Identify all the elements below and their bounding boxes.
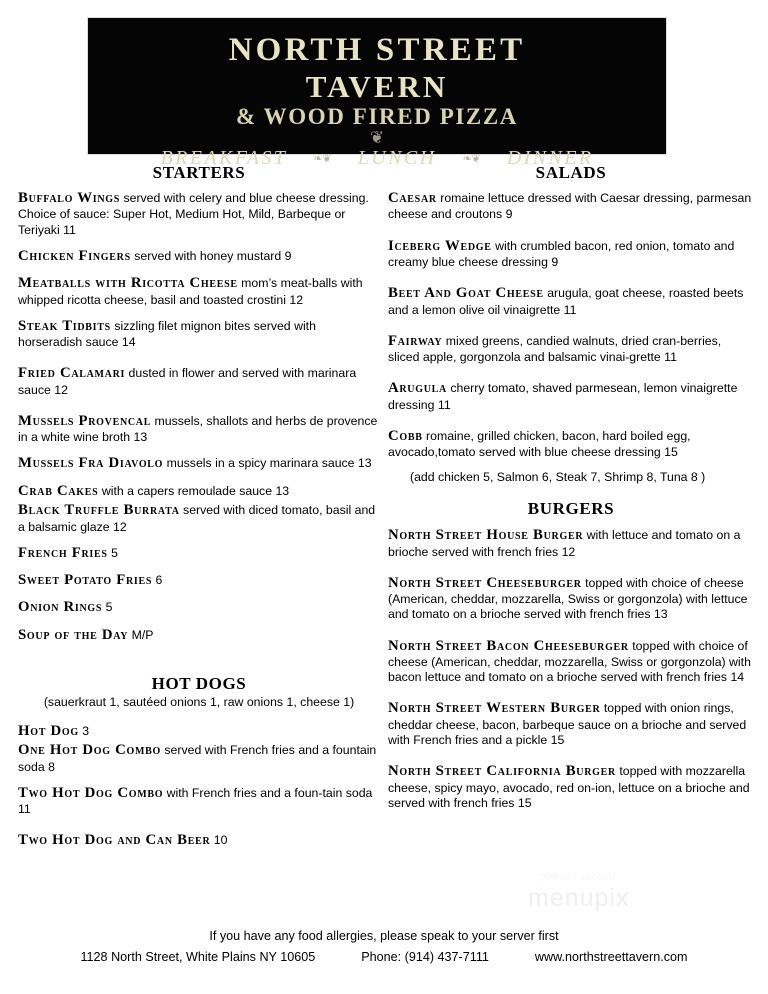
section-title-starters: STARTERS bbox=[152, 163, 246, 182]
menu-item-description: arugula, goat cheese, roasted beets and a lemon olive oil vinaigrette 11 bbox=[388, 286, 744, 317]
menu-item-name: Cobb bbox=[388, 427, 423, 444]
menu-item-description: served with celery and blue cheese dressing. Choice of sauce: Super Hot, Medium Hot, Mild, Barbeque or Teriyaki 11 bbox=[18, 191, 369, 237]
menu-item bbox=[388, 189, 754, 223]
menu-item-name: Chicken Fingers bbox=[18, 247, 131, 264]
restaurant-phone: Phone: (914) 437-7111 bbox=[361, 950, 489, 964]
hot-dogs-toppings-note: (sauerkraut 1, sautéed onions 1, raw onions 1, cheese 1) bbox=[43, 695, 355, 710]
watermark-subtext: pull-out section bbox=[540, 872, 616, 883]
menu-item bbox=[18, 454, 380, 472]
right-menu-column bbox=[388, 163, 754, 820]
menu-item bbox=[388, 574, 754, 623]
divider-ornament-icon: ❧❦ bbox=[313, 151, 332, 165]
section-title-salads: SALADS bbox=[535, 163, 607, 182]
menu-item-description: mom’s meat-balls with whipped ricotta cheese, basil and toasted crostini 12 bbox=[18, 276, 363, 307]
menu-item bbox=[18, 482, 380, 500]
menu-item-description: topped with mozzarella cheese, spicy mayo, avocado, red on-ion, lettuce on a brioche and served with french fries 15 bbox=[388, 764, 750, 810]
menu-item-name: Sweet Potato Fries bbox=[18, 572, 153, 589]
menu-item-description: with a capers remoulade sauce 13 bbox=[101, 483, 290, 498]
menu-item bbox=[18, 364, 380, 398]
menupix-watermark: menupix bbox=[528, 884, 630, 912]
menu-item-name: North Street House Burger bbox=[388, 527, 584, 544]
menu-item bbox=[18, 784, 380, 818]
meal-period-breakfast: BREAKFAST bbox=[160, 147, 288, 169]
menu-item-description: with French fries and a foun-tain soda 11 bbox=[18, 785, 373, 817]
flourish-ornament-icon: ❦ bbox=[369, 128, 385, 148]
menu-item-name: Onion Rings bbox=[18, 599, 103, 616]
menu-item-description: served with French fries and a fountain soda 8 bbox=[18, 743, 377, 774]
menu-item-name: Steak Tidbits bbox=[18, 317, 111, 334]
divider-ornament-icon: ❧❦ bbox=[462, 151, 481, 165]
section-title-burgers: BURGERS bbox=[527, 499, 615, 519]
menu-item-name: Black Truffle Burrata bbox=[18, 502, 180, 519]
menu-item-name: Crab Cakes bbox=[18, 482, 99, 499]
restaurant-address: 1128 North Street, White Plains NY 10605 bbox=[80, 950, 316, 964]
restaurant-name-line2: TAVERN bbox=[305, 69, 449, 104]
menu-item bbox=[388, 762, 754, 811]
menu-item-description: M/P bbox=[131, 627, 154, 642]
menu-item-description: served with honey mustard 9 bbox=[134, 248, 292, 263]
menu-item-description: topped with onion rings, cheddar cheese, bacon, barbeque sauce on a brioche and served with French fries and a pickle 15 bbox=[388, 701, 747, 747]
allergy-notice: If you have any food allergies, please speak to your server first bbox=[209, 929, 559, 943]
menu-item-name: Meatballs with Ricotta Cheese bbox=[18, 275, 238, 292]
menu-item bbox=[18, 412, 380, 446]
menu-item-description: 6 bbox=[155, 573, 163, 588]
menu-item-description: with lettuce and tomato on a brioche served with french fries 12 bbox=[388, 528, 741, 559]
menu-item-name: North Street Western Burger bbox=[388, 700, 601, 717]
menu-item-name: Mussels Fra Diavolo bbox=[18, 455, 164, 472]
restaurant-header-banner bbox=[88, 18, 666, 169]
menu-item-name: Iceberg Wedge bbox=[388, 237, 492, 254]
menu-item-description: with crumbled bacon, red onion, tomato and creamy blue cheese dressing 9 bbox=[388, 238, 735, 269]
salad-addon-line: (add chicken 5, Salmon 6, Steak 7, Shrimp 8, Tuna 8 ) bbox=[410, 470, 706, 485]
menu-item-name: Two Hot Dog Combo bbox=[18, 784, 164, 801]
restaurant-website[interactable]: www.northstreettavern.com bbox=[534, 950, 688, 964]
menu-item-description: 5 bbox=[105, 600, 113, 615]
menu-item bbox=[388, 637, 754, 686]
menu-item-description: topped with choice of cheese (American, cheddar, mozzarella, Swiss or gorgonzola) with lettuce and tomato on a brioche served with french fries 13 bbox=[388, 575, 748, 622]
restaurant-name-line1: NORTH STREET bbox=[228, 32, 526, 68]
menu-item-name: North Street Bacon Cheeseburger bbox=[388, 637, 629, 654]
meal-period-dinner: DINNER bbox=[506, 147, 594, 169]
menu-item bbox=[388, 332, 754, 366]
menu-item-description: topped with choice of cheese (American, cheddar, mozzarella, Swiss or gorgonzola) with bacon lettuce and tomato on a brioche served with french fries 14 bbox=[388, 638, 751, 685]
menu-item bbox=[388, 379, 754, 413]
menu-item-description: mixed greens, candied walnuts, dried cran-berries, sliced apple, gorgonzola and balsamic vinai-grette 11 bbox=[388, 333, 722, 365]
meal-period-lunch: LUNCH bbox=[357, 147, 437, 169]
menu-item-name: Mussels Provencal bbox=[18, 412, 152, 429]
menu-item bbox=[18, 626, 380, 644]
menu-item-description: romaine lettuce dressed with Caesar dressing, parmesan cheese and croutons 9 bbox=[388, 191, 752, 222]
left-menu-column bbox=[18, 163, 380, 859]
menu-item-description: mussels in a spicy marinara sauce 13 bbox=[166, 456, 372, 471]
menu-item-name: Caesar bbox=[388, 190, 437, 206]
menu-item-name: North Street California Burger bbox=[388, 763, 616, 780]
menu-item bbox=[18, 544, 380, 562]
menu-item-name: One Hot Dog Combo bbox=[18, 742, 161, 759]
menu-item-description: 5 bbox=[111, 545, 118, 560]
menu-item-description: served with diced tomato, basil and a balsamic glaze 12 bbox=[18, 503, 376, 534]
menu-item-description: 3 bbox=[82, 723, 90, 738]
menu-item-name: Beet And Goat Cheese bbox=[388, 285, 544, 302]
menu-item bbox=[18, 741, 380, 775]
menu-item-name: French Fries bbox=[18, 544, 108, 561]
menu-item bbox=[388, 427, 754, 461]
menu-item-name: Hot Dog bbox=[18, 722, 79, 739]
menu-item bbox=[18, 317, 380, 351]
menu-item-description: 10 bbox=[213, 833, 228, 848]
menu-item bbox=[18, 598, 380, 616]
menu-item bbox=[18, 247, 380, 265]
menu-item bbox=[18, 571, 380, 589]
menu-item bbox=[388, 284, 754, 318]
menu-item-name: North Street Cheeseburger bbox=[388, 574, 582, 591]
menu-item-description: cherry tomato, shaved parmesean, lemon vinaigrette dressing 11 bbox=[388, 381, 738, 412]
menu-item-name: Fairway bbox=[388, 332, 443, 349]
menu-item-name: Fried Calamari bbox=[18, 365, 126, 382]
contact-row bbox=[0, 950, 768, 964]
page-footer bbox=[0, 929, 768, 964]
menu-item-description: dusted in flower and served with marinara sauce 12 bbox=[18, 366, 357, 397]
menu-item bbox=[388, 237, 754, 271]
menu-item bbox=[18, 189, 380, 238]
section-title-hot-dogs: HOT DOGS bbox=[151, 674, 247, 694]
menu-item-description: romaine, grilled chicken, bacon, hard boiled egg, avocado,tomato served with blue cheese dressing 15 bbox=[388, 428, 691, 460]
menu-item-name: Buffalo Wings bbox=[18, 190, 121, 206]
menu-item bbox=[18, 722, 380, 740]
menu-item bbox=[18, 274, 380, 308]
restaurant-tagline: & WOOD FIRED PIZZA bbox=[235, 104, 519, 129]
menu-item-description: sizzling filet mignon bites served with horseradish sauce 14 bbox=[18, 318, 316, 350]
menu-item-description: mussels, shallots and herbs de provence in a white wine broth 13 bbox=[18, 413, 378, 445]
menu-item bbox=[388, 699, 754, 748]
menu-item-name: Two Hot Dog and Can Beer bbox=[18, 832, 211, 849]
menu-item bbox=[18, 501, 380, 535]
menu-item bbox=[18, 831, 380, 849]
menu-item bbox=[388, 526, 754, 560]
menu-item-name: Arugula bbox=[388, 380, 447, 397]
menu-item-name: Soup of the Day bbox=[18, 626, 129, 643]
